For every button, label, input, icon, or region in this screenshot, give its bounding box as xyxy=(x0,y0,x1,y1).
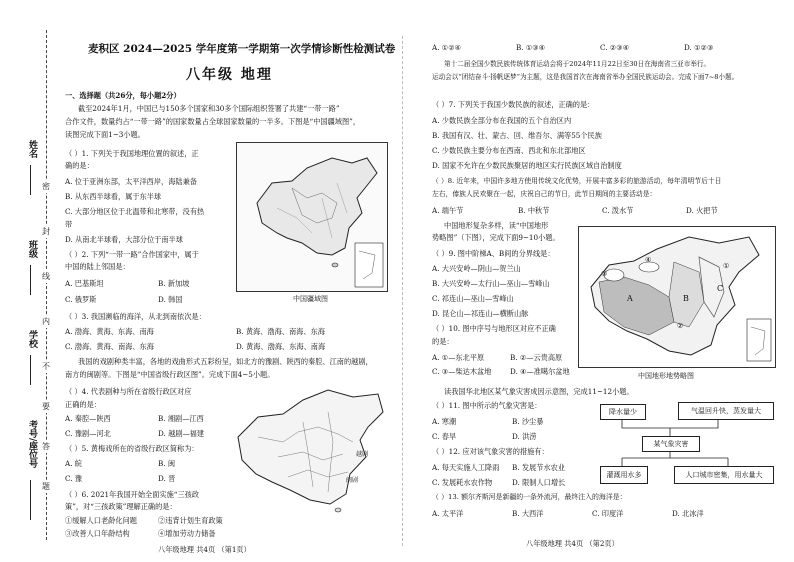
option-5d[interactable]: D. 晋 xyxy=(158,474,176,483)
option-7b[interactable]: B. 我国有汉、壮、蒙古、回、维吾尔、满等55个民族 xyxy=(432,131,602,140)
option-12d[interactable]: D. 限制人口增长 xyxy=(512,478,566,487)
option-11c[interactable]: C. 春旱 xyxy=(432,432,457,441)
seal-char: 内 xyxy=(42,317,50,326)
exam-no-label: 考号/座位号 xyxy=(27,420,37,469)
exam-title: 麦积区 2024—2025 学年度第一学期第一次学情诊断性检测试卷 xyxy=(88,43,396,55)
class-field-line[interactable] xyxy=(30,265,31,295)
terrain-outline-icon xyxy=(579,227,775,367)
disaster-cause-diagram xyxy=(598,400,774,492)
map3-label: B xyxy=(683,294,689,303)
option-4c[interactable]: C. 豫剧—河北 xyxy=(65,429,111,438)
option-8b[interactable]: B. 中秋节 xyxy=(518,206,550,215)
question-1-cont: 确的是： xyxy=(65,161,94,170)
option-1d[interactable]: D. 从南北半球看，大部分位于南半球 xyxy=(65,235,183,244)
option-1c-cont: 带 xyxy=(65,220,73,229)
option-10d[interactable]: D. ④—准噶尔盆地 xyxy=(510,367,570,376)
question-5: （ ）5. 黄梅戏所在的省级行政区简称为： xyxy=(65,444,199,453)
option-4a[interactable]: A. 秦腔—陕西 xyxy=(65,414,111,423)
statement-3: ③改善人口年龄结构 xyxy=(65,529,130,538)
class-label: 班级 xyxy=(27,240,37,258)
intro-text: 读我国华北地区某气象灾害成因示意图，完成11~12小题。 xyxy=(444,387,634,396)
question-8: （ ）8. 近年来，中国许多地方使用传统文化优势，开展丰富多彩的旅游活动，每年清明节后十日 xyxy=(432,177,722,185)
option-11d[interactable]: D. 洪涝 xyxy=(512,432,537,441)
option-4d[interactable]: D. 越剧—福建 xyxy=(158,429,205,438)
china-territory-map xyxy=(236,142,388,292)
question-3: （ ）3. 我国濒临的海洋，从北到南依次是： xyxy=(65,312,206,321)
statement-1: ①缓解人口老龄化问题 xyxy=(65,516,137,525)
intro-text: 第十二届全国少数民族传统体育运动会将于2024年11月22日至30日在海南省三亚市举行。 xyxy=(444,60,711,68)
seal-line xyxy=(46,30,47,540)
intro-text: 南方的闽剧等。下图是“中国省级行政区图”。完成下面4~5小题。 xyxy=(65,370,275,379)
question-13: （ ）13. 额尔齐斯河是新疆的一条外流河，最终注入的海洋是： xyxy=(432,493,627,501)
option-12b[interactable]: B. 发展节水农业 xyxy=(512,463,565,472)
option-8d[interactable]: D. 火把节 xyxy=(686,206,718,215)
intro-text: 合作文件，数量约占“一带一路”的国家数量占全球国家数量的一半多。下图是“中国疆域图”， xyxy=(65,117,361,126)
option-2c[interactable]: C. 俄罗斯 xyxy=(65,295,97,304)
map2-label: 闽剧 xyxy=(346,477,359,484)
intro-text: 势略图”（下图），完成下面9~10小题。 xyxy=(432,233,560,242)
map3-label: ① xyxy=(723,262,730,270)
question-10: （ ）10. 图中序号与地形区对应不正确 xyxy=(432,324,556,333)
option-13c[interactable]: C. 印度洋 xyxy=(592,509,624,518)
school-field-line[interactable] xyxy=(30,355,31,385)
option-6d[interactable]: D. ①②③ xyxy=(684,43,714,52)
option-1a[interactable]: A. 位于亚洲东部，太平洋西岸，海陆兼备 xyxy=(65,177,197,186)
seal-char: 题 xyxy=(42,482,50,491)
map3-caption: 中国地形地势略图 xyxy=(638,372,694,380)
question-4: （ ）4. 代表剧种与所在省级行政区对应 xyxy=(65,387,192,396)
question-10-cont: 的是： xyxy=(432,337,454,346)
option-9d[interactable]: D. 昆仑山—祁连山—横断山脉 xyxy=(432,309,529,318)
binding-strip xyxy=(0,0,73,562)
option-5b[interactable]: B. 闽 xyxy=(158,459,176,468)
option-4b[interactable]: B. 湘剧—江西 xyxy=(158,414,204,423)
map3-label: C xyxy=(717,284,724,293)
terrain-map xyxy=(578,226,776,368)
option-9a[interactable]: A. 大兴安岭—阴山—贺兰山 xyxy=(432,264,521,273)
option-5c[interactable]: C. 豫 xyxy=(65,474,82,483)
cause-box: 气温回升快，蒸发量大 xyxy=(678,402,774,420)
question-12: （ ）12. 应对该气象灾害的措施有： xyxy=(432,447,549,456)
map3-label: ③ xyxy=(601,270,608,278)
china-provinces-map xyxy=(228,382,388,522)
page-footer-left: 八年级地理 共4页 （第1页） xyxy=(158,545,251,554)
option-12c[interactable]: C. 发展耗水农作物 xyxy=(432,478,493,487)
option-10a[interactable]: A. ①—东北平原 xyxy=(432,353,485,362)
intro-text: 读图完成下面1~3小题。 xyxy=(65,130,145,139)
seal-char: 线 xyxy=(42,272,50,281)
seal-char: 要 xyxy=(42,402,50,411)
question-7: （ ）7. 下列关于我国少数民族的叙述，正确的是： xyxy=(432,100,595,109)
option-7c[interactable]: C. 少数民族主要分布在西南、西北和东北部地区 xyxy=(432,146,586,155)
section-heading: 一、选择题（共26分，每小题2分） xyxy=(65,91,181,100)
name-field-line[interactable] xyxy=(30,165,31,195)
option-7a[interactable]: A. 少数民族全部分布在我国的五个自治区内 xyxy=(432,116,572,125)
option-13a[interactable]: A. 太平洋 xyxy=(432,509,464,518)
seal-char: 答 xyxy=(42,442,50,451)
option-11a[interactable]: A. 寒潮 xyxy=(432,417,457,426)
question-6-cont: 策”，对“三孩政策”理解正确的是： xyxy=(65,502,177,511)
cause-box: 人口城市密集，用水量大 xyxy=(674,466,774,484)
intro-text: 我国的戏剧种类丰富，各地的戏曲形式五彩纷呈，如北方的豫剧、陕西的秦腔、江南的越剧， xyxy=(78,357,373,366)
option-9b[interactable]: B. 大兴安岭—太行山—巫山—雪峰山 xyxy=(432,279,550,288)
china-outline-icon xyxy=(237,143,387,291)
map2-label: 越剧 xyxy=(356,451,369,458)
map3-label: A xyxy=(627,294,633,303)
option-8c[interactable]: C. 泼水节 xyxy=(602,206,634,215)
map3-label: ④ xyxy=(645,256,652,264)
option-3b[interactable]: B. 黄海、渤海、南海、东海 xyxy=(236,327,325,336)
page-footer-right: 八年级地理 共4页 （第2页） xyxy=(526,539,619,548)
option-1c[interactable]: C. 大部分地区位于北温带和北寒带，没有热 xyxy=(65,207,205,216)
option-10c[interactable]: C. ③—柴达木盆地 xyxy=(432,367,492,376)
question-2: （ ）2. 下列“一带一路”合作国家中，属于 xyxy=(65,250,199,259)
seal-char: 封 xyxy=(42,227,50,236)
disaster-box: 某气象灾害 xyxy=(642,436,700,452)
option-2b[interactable]: B. 新加坡 xyxy=(158,279,190,288)
option-9c[interactable]: C. 祁连山—巫山—雪峰山 xyxy=(432,294,514,303)
question-6: （ ）6. 2021年我国开始全面实施“三孩政 xyxy=(65,490,200,499)
map1-caption: 中国疆域图 xyxy=(293,295,328,303)
name-label: 姓名 xyxy=(27,140,37,158)
school-label: 学校 xyxy=(27,330,37,348)
grade-subject: 八年级 地理 xyxy=(186,67,273,83)
option-1b[interactable]: B. 从东西半球看，属于东半球 xyxy=(65,192,162,201)
option-13b[interactable]: B. 大西洋 xyxy=(512,509,544,518)
question-2-cont: 中国的陆上邻国是： xyxy=(65,262,130,271)
question-8-cont: 左右，傣族人民欢聚在一起，庆祝自己的节日，此节日期间的主要活动是： xyxy=(432,190,657,198)
cause-box: 降水量少 xyxy=(600,404,646,420)
option-12a[interactable]: A. 每天实施人工降雨 xyxy=(432,463,500,472)
option-7d[interactable]: D. 国家不允许在少数民族聚居的地区实行民族区域自治制度 xyxy=(432,161,622,170)
option-10b[interactable]: B. ②—云贵高原 xyxy=(510,353,563,362)
statement-4: ④增加劳动力储备 xyxy=(158,529,216,538)
intro-text: 中国地形复杂多样，读“中国地形 xyxy=(444,221,549,230)
option-6a[interactable]: A. ①②④ xyxy=(432,43,462,52)
option-3d[interactable]: D. 黄海、渤海、东海、南海 xyxy=(236,342,326,351)
question-11: （ ）11. 图中所示的气象灾害是： xyxy=(432,401,542,410)
page-divider xyxy=(402,36,403,546)
option-6c[interactable]: C. ②③④ xyxy=(600,43,630,52)
option-5a[interactable]: A. 皖 xyxy=(65,459,82,468)
seal-char: 密 xyxy=(42,182,50,191)
option-3a[interactable]: A. 渤海、黄海、东海、南海 xyxy=(65,327,154,336)
option-6b[interactable]: B. ①③④ xyxy=(516,43,546,52)
option-2a[interactable]: A. 巴基斯坦 xyxy=(65,279,104,288)
exam-no-field-line[interactable] xyxy=(30,480,31,520)
cause-box: 灌溉用水多 xyxy=(600,466,648,484)
question-4-cont: 正确的是： xyxy=(65,400,101,409)
map3-label: ② xyxy=(677,322,684,330)
option-11b[interactable]: B. 沙尘暴 xyxy=(512,417,544,426)
option-8a[interactable]: A. 端午节 xyxy=(432,206,464,215)
option-2d[interactable]: D. 韩国 xyxy=(158,295,183,304)
seal-char: 不 xyxy=(42,362,50,371)
intro-text: 运动会以“团结奋斗·扬帆逐梦”为主题，这是我国首次在海南省举办全国民族运动会。完成下面7~8小题。 xyxy=(432,73,739,81)
intro-text: 截至2024年1月，中国已与150多个国家和30多个国际组织签署了共建“一带一路” xyxy=(78,104,340,113)
question-9: （ ）9. 图中阶梯A、B间的分界线是： xyxy=(432,249,555,258)
option-13d[interactable]: D. 北冰洋 xyxy=(672,509,704,518)
statement-2: ②违背计划生育政策 xyxy=(158,516,223,525)
option-3c[interactable]: C. 渤海、黄海、南海、东海 xyxy=(65,342,154,351)
question-1: （ ）1. 下列关于我国地理位置的叙述，正 xyxy=(65,149,199,158)
